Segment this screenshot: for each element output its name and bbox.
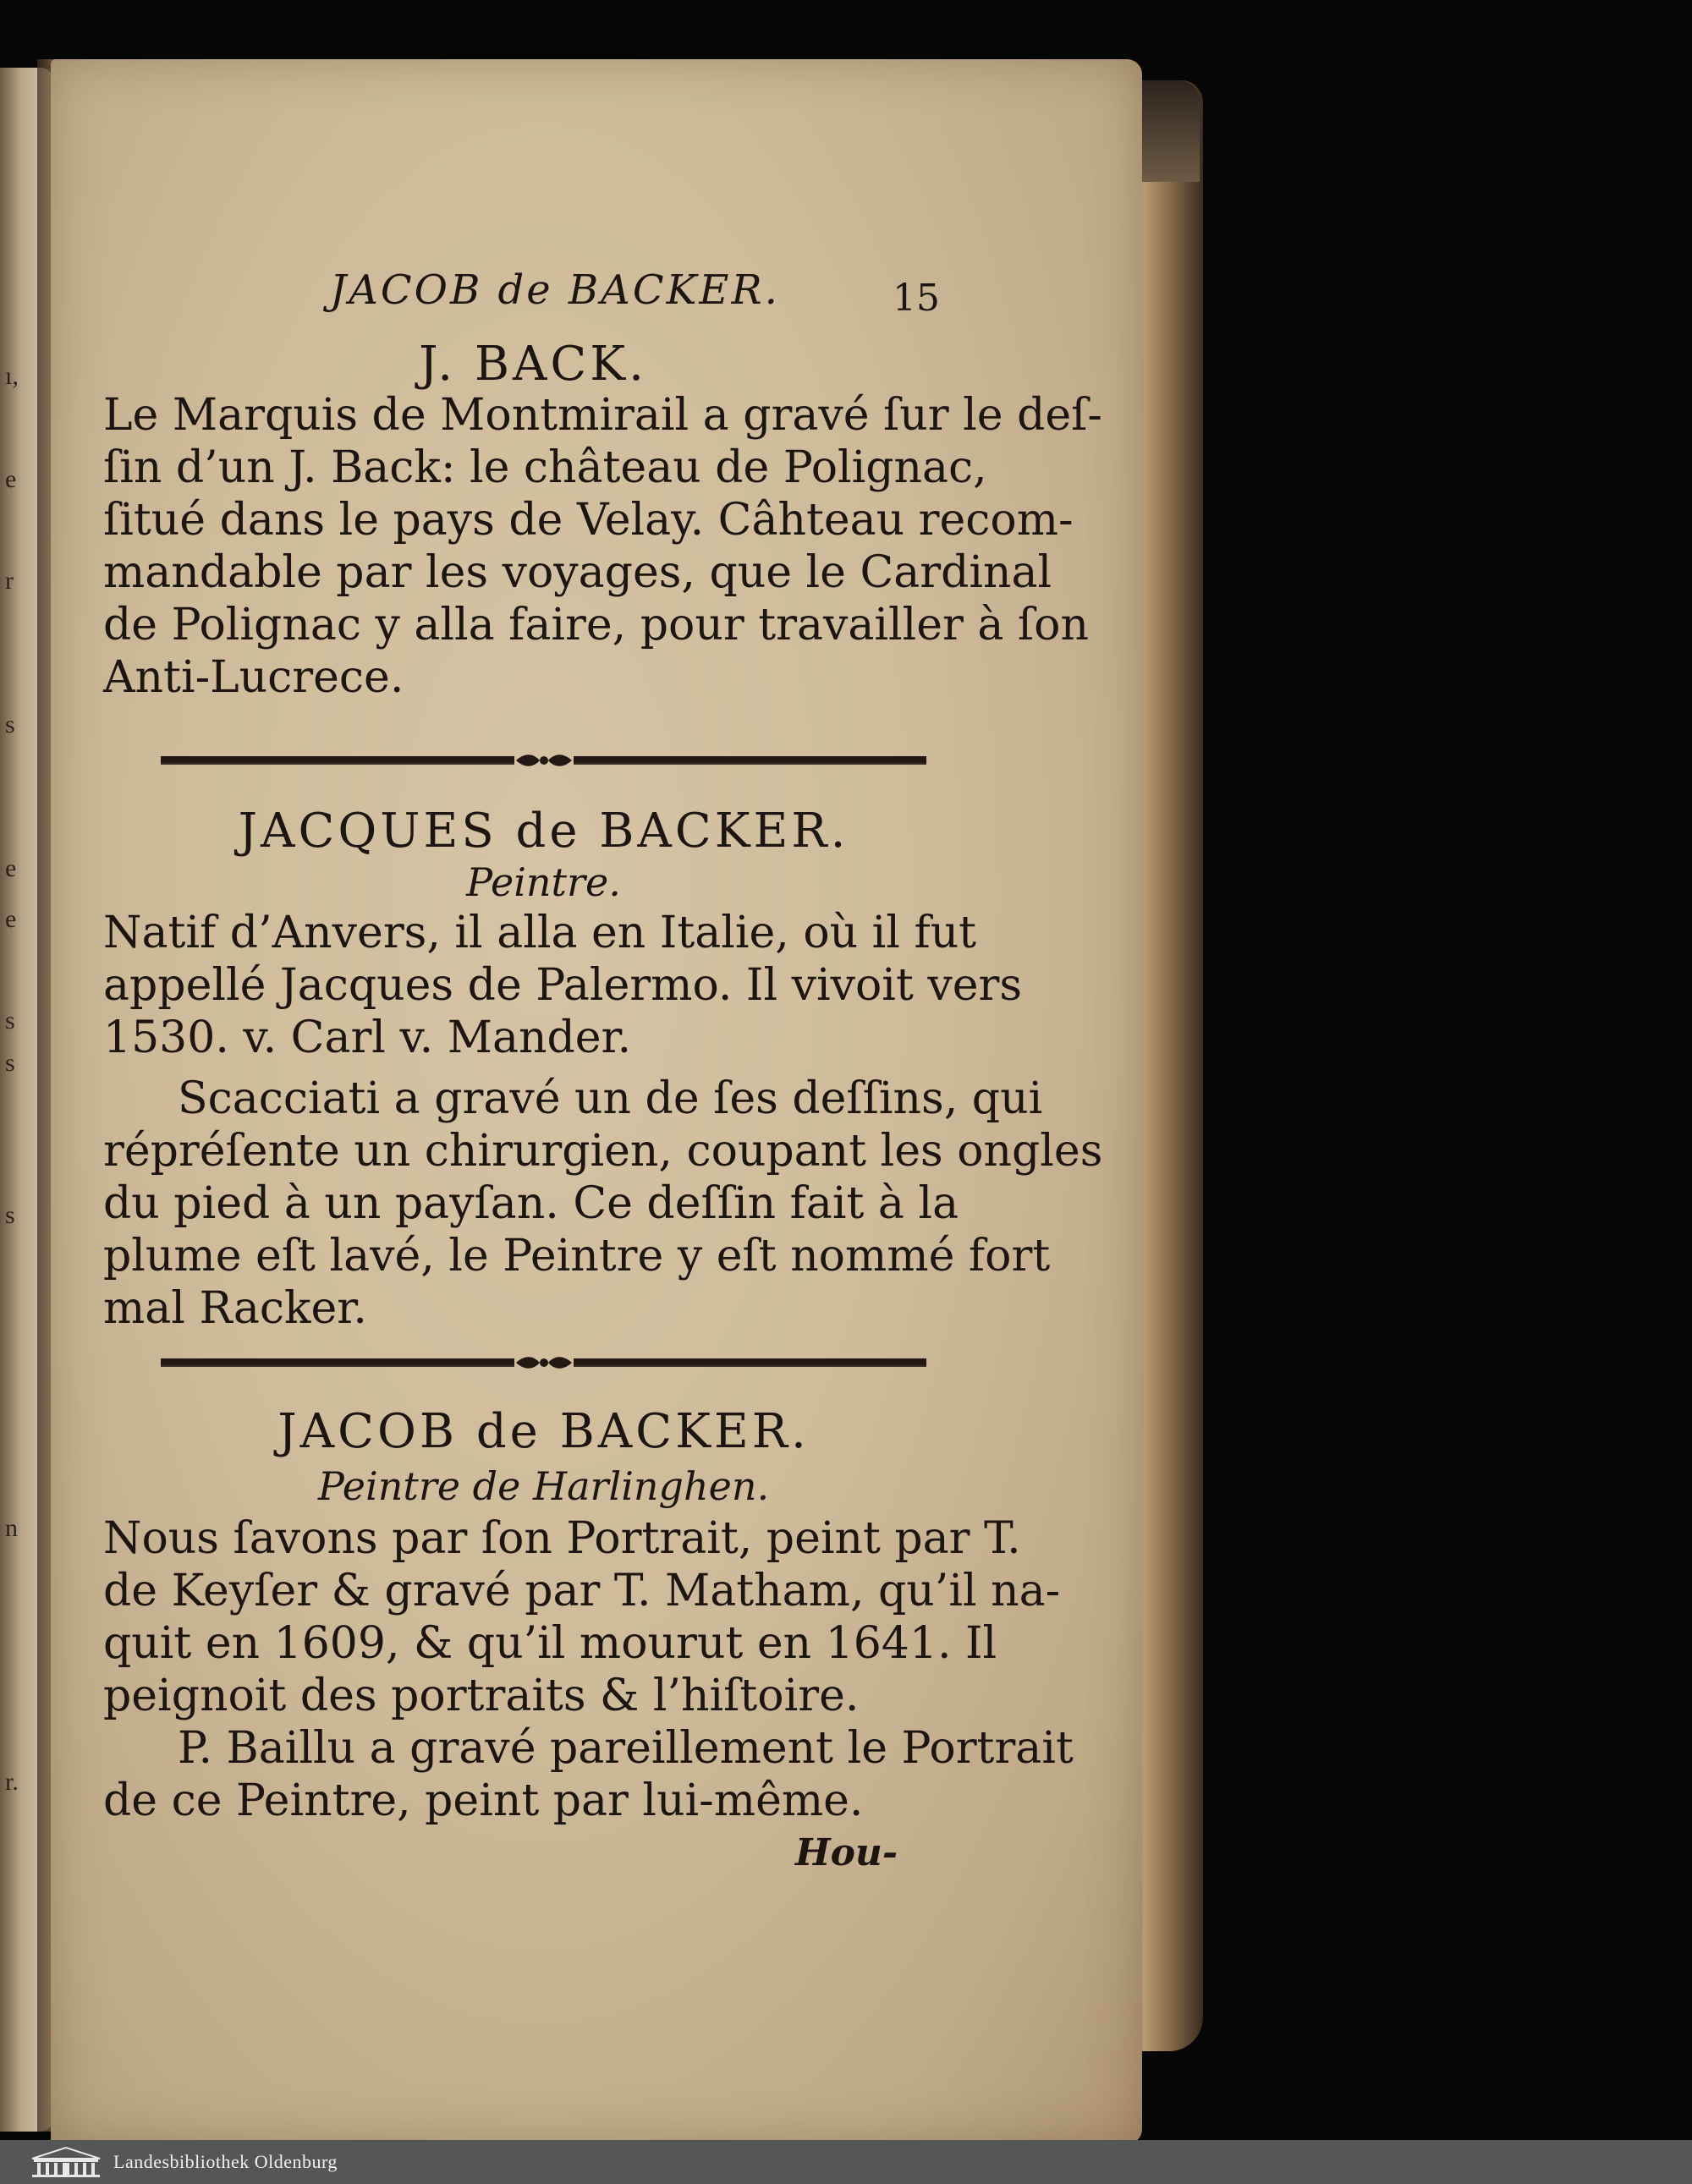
text-line: ſitué dans le pays de Velay. Câhteau recom- [103,495,1074,546]
fleuron-icon [514,751,574,770]
text-line: répréſente un chirurgien, coupant les ongles [103,1126,1103,1177]
text-line: Nous ſavons par ſon Portrait, peint par T. [103,1513,1021,1564]
facing-page-fragment: r. [5,1768,19,1796]
book-cover-top [1134,80,1200,182]
facing-page-fragment: s [5,1007,15,1034]
text-line: de Keyſer & gravé par T. Matham, qu’il na- [103,1566,1061,1616]
running-head: JACOB de BACKER. [330,266,780,314]
text-line: du pied à un payſan. Ce deſſin fait à la [103,1178,959,1229]
facing-page-fragment: r [5,567,14,595]
ornamental-rule [161,751,926,770]
catchword: Hou- [795,1831,898,1874]
facing-page-fragment: e [5,465,17,493]
text-line: de Polignac y alla faire, pour travailler à ſon [103,600,1089,650]
text-line: Le Marquis de Montmirail a gravé ſur le deſ- [103,390,1102,441]
fleuron-icon [514,1353,574,1372]
text-line: appellé Jacques de Palermo. Il vivoit vers [103,960,1023,1011]
text-line: de ce Peintre, peint par lui-même. [103,1775,864,1826]
text-line: 1530. v. Carl v. Mander. [103,1012,632,1063]
entry-heading: J. BACK. [419,337,647,392]
library-building-icon [27,2145,105,2179]
facing-page-fragment: s [5,1049,15,1077]
text-line: Anti-Lucrece. [103,652,404,703]
page-number: 15 [893,277,940,320]
facing-page-fragment: e [5,905,17,933]
ornamental-rule [161,1353,926,1372]
text-line: Natif d’Anvers, il alla en Italie, où il fut [103,908,977,958]
facing-page-fragment: s [5,1201,15,1229]
text-line: peignoit des portraits & l’hiſtoire. [103,1671,860,1721]
text-line: Scacciati a gravé un de ſes deſſins, qui [178,1073,1043,1124]
book-page [51,59,1142,2140]
facing-page-fragment: ı, [5,362,19,390]
facing-page-fragment: e [5,854,17,882]
facing-page-fragment: n [5,1514,18,1542]
text-line: quit en 1609, & qu’il mourut en 1641. Il [103,1618,997,1669]
text-line: P. Baillu a gravé pareillement le Portrait [178,1723,1074,1774]
entry-subheading: Peintre de Harlinghen. [317,1463,770,1509]
text-line: plume eſt lavé, le Peintre y eſt nommé fort [103,1231,1051,1281]
entry-heading: JACQUES de BACKER. [238,804,849,859]
text-line: ſin d’un J. Back: le château de Polignac, [103,442,987,493]
footer-bar [0,2140,1692,2184]
library-name: Landesbibliothek Oldenburg [113,2151,338,2172]
entry-heading: JACOB de BACKER. [277,1404,810,1459]
text-line: mandable par les voyages, que le Cardinal [103,547,1052,598]
entry-subheading: Peintre. [466,859,621,905]
facing-page-fragment: s [5,711,15,738]
text-line: mal Racker. [103,1283,367,1334]
